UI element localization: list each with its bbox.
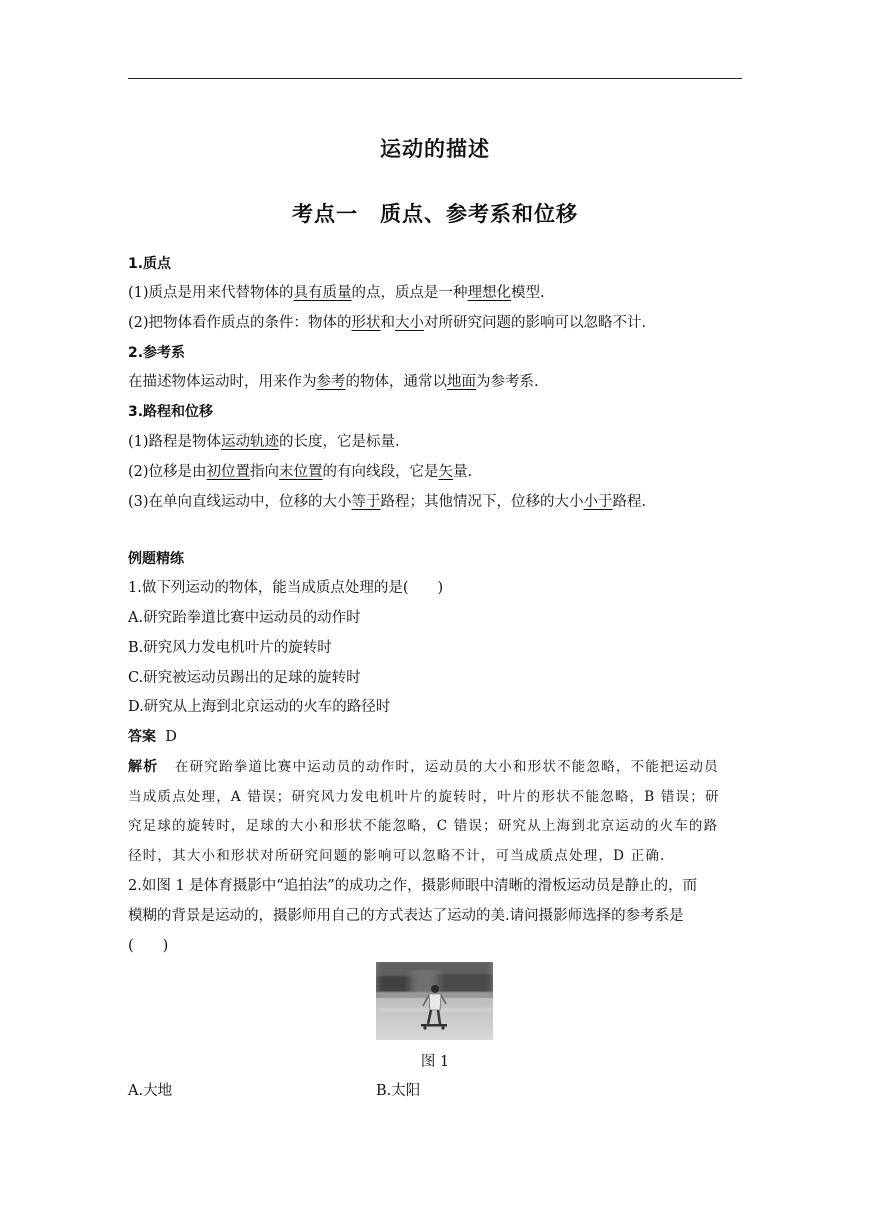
explanation-line-2: 当成质点处理，A 错误；研究风力发电机叶片的旋转时，叶片的形状不能忽略，B 错误；研 xyxy=(128,789,720,805)
text: 路程. xyxy=(612,494,647,510)
explanation-line-4: 径时，其大小和形状对所研究问题的影响可以忽略不计，可当成质点处理，D 正确. xyxy=(128,848,666,864)
underlined-answer: 矢 xyxy=(438,464,454,480)
text: 和 xyxy=(380,315,396,331)
underlined-answer: 大小 xyxy=(395,315,425,331)
text: 的点，质点是一种 xyxy=(351,285,468,301)
header-rule xyxy=(128,78,742,79)
particle-line-1 xyxy=(128,283,742,303)
text: 指向 xyxy=(250,464,280,480)
figure-caption: 图 1 xyxy=(420,1054,450,1070)
answer-label: 答案 xyxy=(128,729,156,745)
text: (1)路程是物体 xyxy=(128,434,222,450)
reference-frame-line-1 xyxy=(128,372,742,392)
text: (2)位移是由 xyxy=(128,464,207,480)
question-2-stem-line-3: ( ) xyxy=(128,938,169,954)
explanation-text: 在研究跆拳道比赛中运动员的动作时，运动员的大小和形状不能忽略，不能把运动员 xyxy=(174,759,719,775)
explanation-line-1 xyxy=(128,757,742,777)
question-1-option-a: A.研究跆拳道比赛中运动员的动作时 xyxy=(128,610,361,626)
underlined-answer: 初位置 xyxy=(206,464,251,480)
explanation-line-3: 究足球的旋转时，足球的大小和形状不能忽略，C 错误；研究从上海到北京运动的火车的路 xyxy=(128,818,719,834)
text: (2)把物体看作质点的条件：物体的 xyxy=(128,315,352,331)
answer-value: D xyxy=(165,729,177,745)
question-1-option-c: C.研究被运动员踢出的足球的旋转时 xyxy=(128,670,361,686)
explanation-label: 解析 xyxy=(128,759,159,775)
question-2-option-a: A.大地 xyxy=(128,1083,173,1099)
underlined-answer: 等于 xyxy=(351,494,381,510)
skateboarder-illustration xyxy=(376,962,493,1040)
question-2-option-b: B.太阳 xyxy=(376,1083,421,1099)
underlined-answer: 运动轨迹 xyxy=(221,434,280,450)
text: (3)在单向直线运动中，位移的大小 xyxy=(128,494,352,510)
text: (1)质点是用来代替物体的 xyxy=(128,285,294,301)
underlined-answer: 地面 xyxy=(447,374,476,390)
text: 量. xyxy=(453,464,473,480)
heading-particle: 1.质点 xyxy=(128,256,172,272)
underlined-answer: 具有质量 xyxy=(293,285,352,301)
text: 路程；其他情况下，位移的大小 xyxy=(380,494,584,510)
text: 在描述物体运动时，用来作为 xyxy=(128,374,317,390)
heading-reference-frame: 2.参考系 xyxy=(128,345,186,361)
distance-line-1 xyxy=(128,432,742,452)
underlined-answer: 末位置 xyxy=(279,464,323,480)
question-2-stem-line-2: 模糊的背景是运动的，摄影师用自己的方式表达了运动的美.请问摄影师选择的参考系是 xyxy=(128,908,684,924)
text: 为参考系. xyxy=(476,374,539,390)
heading-distance-displacement: 3.路程和位移 xyxy=(128,404,214,420)
underlined-answer: 参考 xyxy=(316,374,346,390)
section-title: 考点一 质点、参考系和位移 xyxy=(292,202,578,226)
displacement-line-2 xyxy=(128,462,742,482)
question-2-stem-line-1: 2.如图 1 是体育摄影中“追拍法”的成功之作，摄影师眼中清晰的滑板运动员是静止的，而 xyxy=(128,878,698,894)
text: 的物体，通常以 xyxy=(345,374,447,390)
text: 的有向线段，它是 xyxy=(322,464,439,480)
text: 对所研究问题的影响可以忽略不计. xyxy=(424,315,647,331)
question-1-option-b: B.研究风力发电机叶片的旋转时 xyxy=(128,640,332,656)
heading-examples: 例题精练 xyxy=(128,551,184,567)
displacement-line-3 xyxy=(128,492,742,512)
question-1-stem: 1.做下列运动的物体，能当成质点处理的是( ) xyxy=(128,580,444,596)
question-1-option-d: D.研究从上海到北京运动的火车的路径时 xyxy=(128,699,391,715)
underlined-answer: 小于 xyxy=(583,494,613,510)
skateboarder-photo xyxy=(376,962,493,1040)
underlined-answer: 理想化 xyxy=(467,285,512,301)
question-1-answer xyxy=(128,727,742,747)
particle-line-2 xyxy=(128,313,742,333)
text: 的长度，它是标量. xyxy=(279,434,400,450)
text: 模型. xyxy=(511,285,545,301)
document-title: 运动的描述 xyxy=(380,137,490,161)
underlined-answer: 形状 xyxy=(351,315,381,331)
